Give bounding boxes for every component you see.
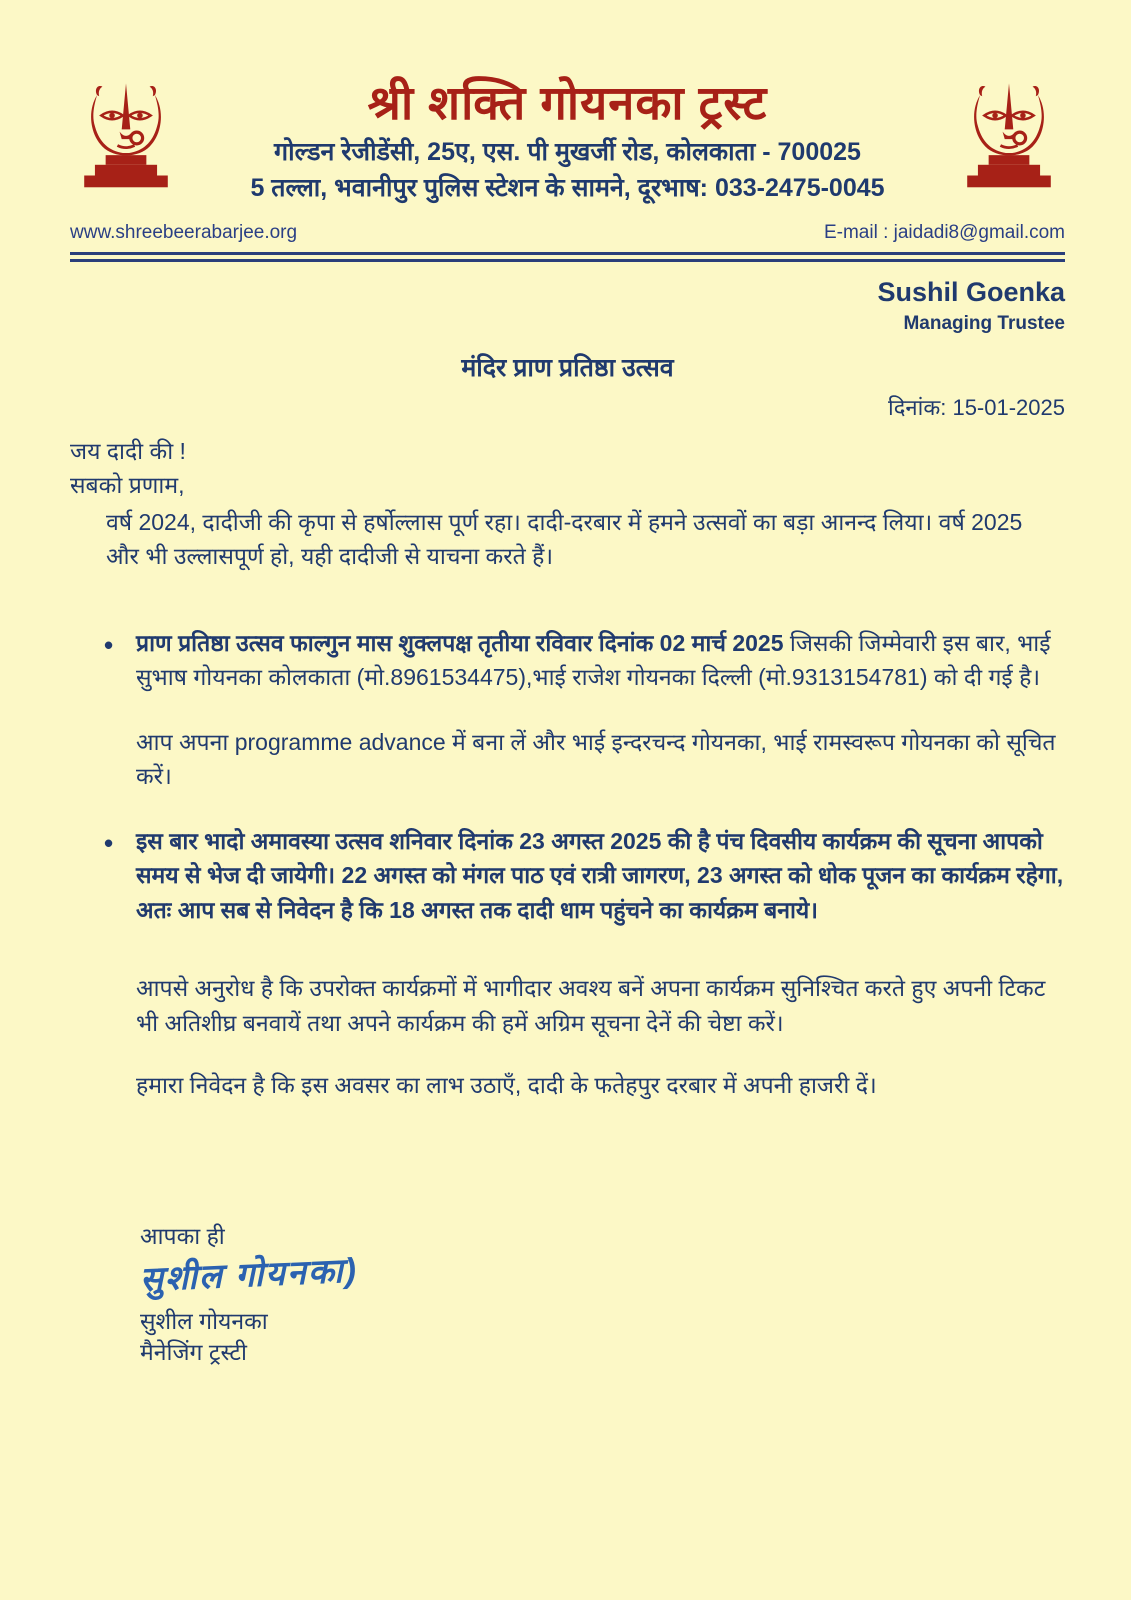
salutation-2: सबको प्रणाम, (70, 472, 185, 499)
bullet-list (70, 626, 1065, 695)
address-line-1: गोल्डन रेजीडेंसी, 25ए, एस. पी मुखर्जी रोड, कोलकाता - 700025 (274, 138, 861, 167)
header-divider (70, 252, 1065, 262)
letterhead-center (182, 74, 953, 204)
website-text: www.shreebeerabarjee.org (70, 222, 298, 244)
salutation-1: जय दादी की ! (70, 437, 186, 464)
deity-logo-icon-right (953, 78, 1065, 198)
bullet-list-2 (70, 824, 1065, 928)
closing-phrase: आपका ही (140, 1222, 225, 1249)
letter-date: दिनांक: 15-01-2025 (888, 394, 1065, 420)
email-text: E-mail : jaidadi8@gmail.com (823, 222, 1065, 244)
signatory-title-en: Managing Trustee (903, 313, 1065, 335)
signature-block (140, 1221, 1065, 1368)
bullet-pran-pratishtha (70, 626, 1065, 695)
bullet2-bold-text: इस बार भादो अमावस्या उत्सव शनिवार दिनांक 23 अगस्त 2025 की है पंच दिवसीय कार्यक्रम की सूचना आपको समय से भेज दी जायेगी। 22 अगस्त को मंगल पाठ एवं रात्री जागरण, 23 अगस्त को धोक पूजन का कार्यक्रम रहेगा, अतः आप सब से निवेदन है कि 18 अगस्त तक दादी धाम पहुंचने का कार्यक्रम बनाये। (136, 827, 1064, 923)
programme-paragraph: आप अपना programme advance में बना लें और भाई इन्दरचन्द गोयनका, भाई रामस्वरूप गोयनका को सूचित करें। (136, 728, 1056, 790)
signatory-name-hi: सुशील गोयनका (140, 1307, 268, 1334)
contact-row (70, 222, 1065, 244)
letter-subject: मंदिर प्राण प्रतिष्ठा उत्सव (461, 353, 674, 382)
signatory-title-hi: मैनेजिंग ट्रस्टी (140, 1338, 247, 1365)
trust-name: श्री शक्ति गोयनका ट्रस्ट (367, 76, 768, 129)
handwritten-signature: सुशील गोयनका) (139, 1251, 359, 1299)
letterhead (70, 74, 1065, 204)
bullet1-rest-text: जिसकी जिम्मेवारी इस बार, भाई सुभाष गोयनका कोलकाता (मो.8961534475),भाई राजेश गोयनका दिल्ली (मो.9313154781) को दी गई है। (136, 629, 1051, 691)
signatory-name-en: Sushil Goenka (877, 277, 1065, 308)
signatory-block-en (70, 276, 1065, 336)
deity-logo-icon-left (70, 78, 182, 198)
bullet1-bold-text: प्राण प्रतिष्ठा उत्सव फाल्गुन मास शुक्लपक्ष तृतीया रविवार दिनांक 02 मार्च 2025 (136, 629, 790, 656)
address-line-2: 5 तल्ला, भवानीपुर पुलिस स्टेशन के सामने, दूरभाष: 033-2475-0045 (250, 173, 885, 202)
intro-paragraph: वर्ष 2024, दादीजी की कृपा से हर्षोल्लास पूर्ण रहा। दादी-दरबार में हमने उत्सवों का बड़ा आनन्द लिया। वर्ष 2025 और भी उल्लासपूर्ण हो, यही दादीजी से याचना करते हैं। (106, 508, 1023, 570)
request-paragraph: आपसे अनुरोध है कि उपरोक्त कार्यक्रमों में भागीदार अवश्य बनें अपना कार्यक्रम सुनिश्चित करते हुए अपनी टिकट भी अतिशीघ्र बनवायें तथा अपने कार्यक्रम की हमें अग्रिम सूचना देनें की चेष्टा करें। (136, 975, 1046, 1036)
letter-body (70, 434, 1065, 1368)
closing-paragraph: हमारा निवेदन है कि इस अवसर का लाभ उठाएँ, दादी के फतेहपुर दरबार में अपनी हाजरी दें। (136, 1072, 877, 1099)
bullet-bhado-amavasya (70, 824, 1065, 928)
